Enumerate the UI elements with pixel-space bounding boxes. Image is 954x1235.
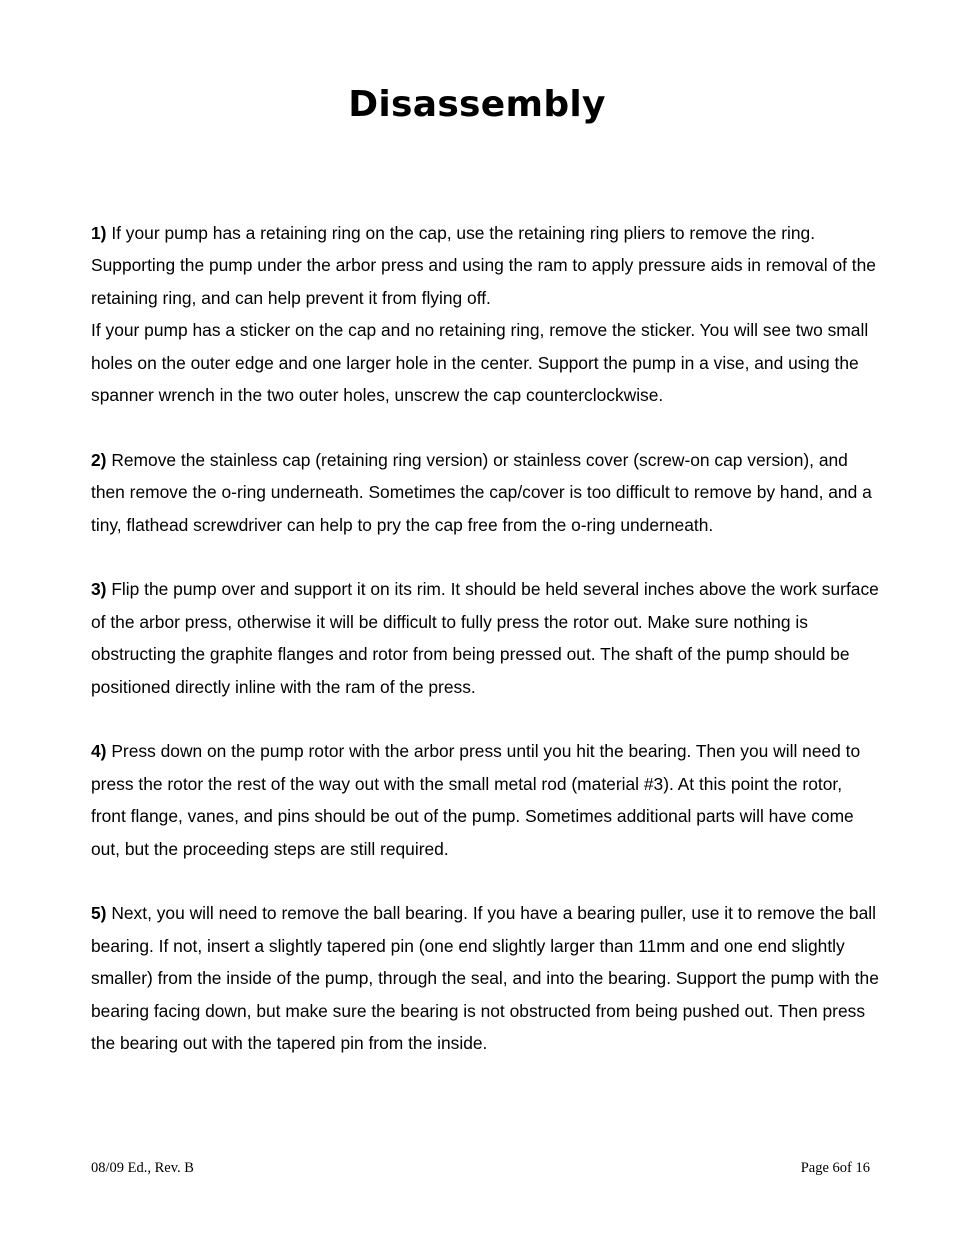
footer-edition: 08/09 Ed., Rev. B	[91, 1160, 194, 1176]
step-3-paragraph-1	[91, 573, 881, 703]
step-4-paragraph-1	[91, 735, 881, 865]
step-5	[91, 897, 881, 1059]
step-2-text-1: Remove the stainless cap (retaining ring version) or stainless cover (screw-on cap version), and then remove the o-ring underneath. Sometimes the cap/cover is too difficult to remove by hand, and a tiny, flathead screwdriver can help to pry the cap free from the o-ring underneath.	[91, 449, 872, 535]
page-title: Disassembly	[348, 84, 606, 125]
step-2-number: 2)	[91, 449, 107, 470]
step-5-text-1: Next, you will need to remove the ball bearing. If you have a bearing puller, use it to remove the ball bearing. If not, insert a slightly tapered pin (one end slightly larger than 11mm and one end slightly smaller) from the inside of the pump, through the seal, and into the bearing. Support the pump with the bearing facing down, but make sure the bearing is not obstructed from being pushed out. Then press the bearing out with the tapered pin from the inside.	[91, 903, 879, 1054]
steps-list	[91, 217, 881, 1092]
step-2-paragraph-1	[91, 444, 881, 541]
step-5-number: 5)	[91, 903, 107, 924]
step-1-number: 1)	[91, 223, 107, 243]
step-3-number: 3)	[91, 579, 107, 600]
step-3	[91, 573, 881, 703]
step-1	[91, 217, 881, 411]
step-3-text-1: Flip the pump over and support it on its rim. It should be held several inches above the work surface of the arbor press, otherwise it will be difficult to fully press the rotor out. Make sure nothing is obstructing the graphite flanges and rotor from being pressed out. The shaft of the pump should be positioned directly inline with the ram of the press.	[91, 579, 879, 697]
step-5-paragraph-1	[91, 897, 881, 1059]
step-4	[91, 735, 881, 865]
footer-page-number: Page 6of 16	[800, 1160, 870, 1176]
step-4-text-1: Press down on the pump rotor with the arbor press until you hit the bearing. Then you will need to press the rotor the rest of the way out with the small metal rod (material #3). At this point the rotor, front flange, vanes, and pins should be out of the pump. Sometimes additional parts will have come out, but the proceeding steps are still required.	[91, 741, 861, 859]
step-1-paragraph-1	[91, 217, 881, 314]
step-4-number: 4)	[91, 741, 107, 762]
step-1-text-1: If your pump has a retaining ring on the cap, use the retaining ring pliers to remove the ring. Supporting the pump under the arbor press and using the ram to apply pressure aids in removal of the retaining ring, and can help prevent it from flying off.	[91, 223, 876, 308]
step-1-paragraph-2	[91, 314, 881, 411]
step-2	[91, 444, 881, 541]
step-1-text-2: If your pump has a sticker on the cap and no retaining ring, remove the sticker. You will see two small holes on the outer edge and one larger hole in the center. Support the pump in a vise, and using the spanner wrench in the two outer holes, unscrew the cap counterclockwise.	[91, 320, 869, 406]
